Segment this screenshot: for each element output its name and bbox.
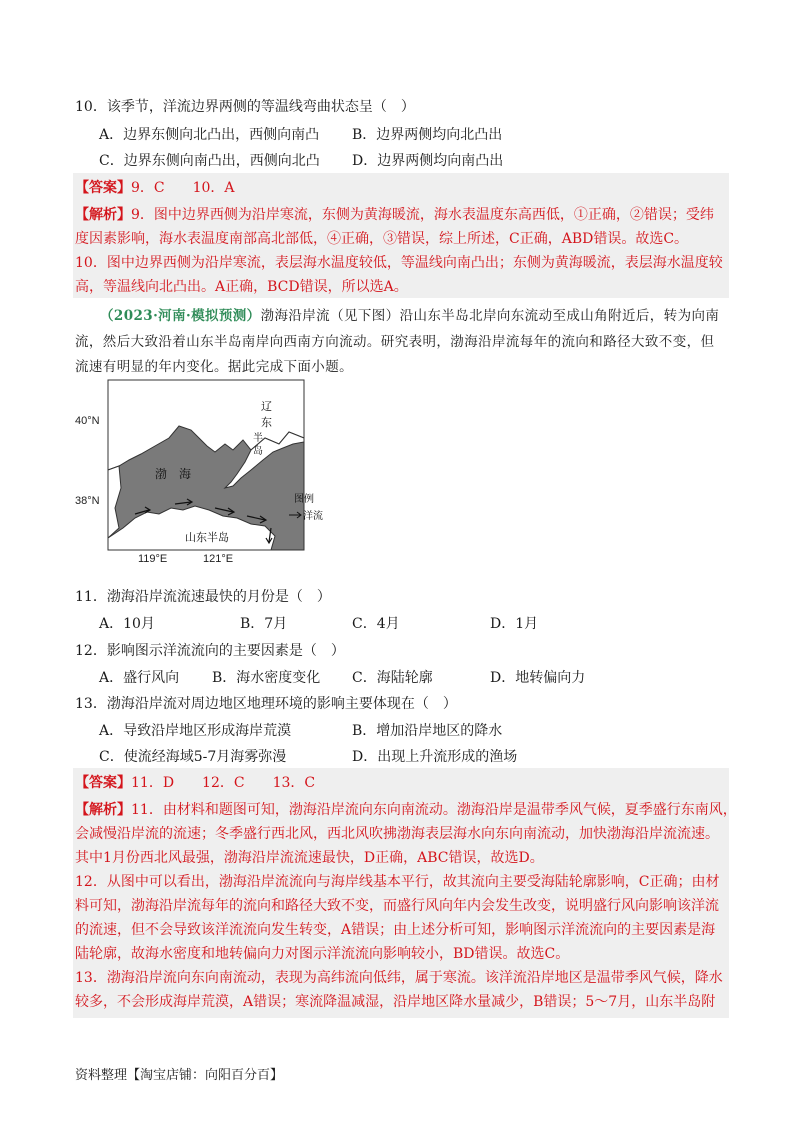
analysis-line: 会减慢沿岸流的流速；冬季盛行西北风，西北风吹拂渤海表层海水向东向南流动，加快渤海沿岸流流速。 (75, 826, 719, 842)
legend-item: 洋流 (303, 511, 323, 522)
answer-block-1 (73, 173, 729, 298)
q12-option-d: D．地转偏向力 (490, 670, 586, 686)
analysis-line: 其中1月份西北风最强，渤海沿岸流流速最快，D正确，ABC错误，故选D。 (75, 850, 544, 866)
q12-option-b: B．海水密度变化 (212, 670, 321, 686)
analysis-line: 9．图中边界西侧为沿岸寒流，东侧为黄海暖流，海水表温度东高西低，①正确，②错误；受纬 (131, 207, 714, 223)
source-tag: （2023·河南·模拟预测） (100, 308, 261, 324)
page-footer: 资料整理【淘宝店铺：向阳百分百】 (75, 1068, 284, 1083)
intro-line-1 (100, 304, 719, 324)
answer-block-2 (73, 768, 737, 1018)
q10-option-d: D．边界两侧均向南凸出 (352, 153, 504, 169)
q13-option-b: B．增加沿岸地区的降水 (352, 723, 503, 739)
liaodong-label-4: 岛 (253, 446, 263, 457)
peninsula-label: 山东半岛 (185, 531, 229, 544)
q11-option-d: D．1月 (490, 616, 539, 632)
q10-stem: 10．该季节，洋流边界两侧的等温线弯曲状态呈（ ） (75, 99, 415, 115)
analysis-line: 11．由材料和题图可知，渤海沿岸流向东向南流动。渤海沿岸是温带季风气候，夏季盛行东南风， (131, 802, 737, 818)
intro-line-2: 流，然后大致沿着山东半岛南岸向西南方向流动。研究表明，渤海沿岸流每年的流向和路径大致不变，但 (75, 334, 715, 350)
lon-label-119: 119°E (138, 553, 168, 565)
lon-label-121: 121°E (203, 553, 234, 565)
intro-text: 渤海沿岸流（见下图）沿山东半岛北岸向东流动至成山角附近后，转为向南 (260, 308, 720, 324)
liaodong-label-1: 辽 (261, 400, 272, 413)
q12-option-a: A．盛行风向 (99, 670, 180, 686)
liaodong-label-3: 半 (253, 433, 263, 444)
analysis-line: 13．渤海沿岸流向东向南流动，表现为高纬流向低纬，属于寒流。该洋流沿岸地区是温带季风气候，降水 (75, 970, 723, 986)
answer-text: 11．D 12．C 13．C (131, 775, 316, 791)
q11-option-b: B．7月 (240, 616, 288, 632)
q11-stem: 11．渤海沿岸流流速最快的月份是（ ） (75, 589, 331, 605)
analysis-label: 【解析】 (75, 802, 131, 818)
q10-option-a: A．边界东侧向北凸出，西侧向南凸 (99, 127, 320, 143)
answer-text: 9．C 10．A (131, 180, 235, 196)
analysis-line: 度因素影响，海水表温度南部高北部低，④正确，③错误，综上所述，C正确，ABD错误。故选C。 (75, 231, 689, 247)
q13-option-c: C．使流经海域5-7月海雾弥漫 (99, 749, 287, 765)
q11-option-c: C．4月 (352, 616, 400, 632)
q11-option-a: A．10月 (99, 616, 155, 632)
analysis-line: 高，等温线向北凸出。A正确，BCD错误，所以选A。 (75, 279, 408, 295)
q13-option-d: D．出现上升流形成的渔场 (352, 749, 518, 765)
q13-option-a: A．导致沿岸地区形成海岸荒漠 (99, 723, 292, 739)
legend-title: 图例 (294, 494, 314, 505)
answer-label: 【答案】 (75, 180, 131, 196)
q10-option-b: B．边界两侧均向北凸出 (352, 127, 503, 143)
lat-label-38: 38°N (75, 495, 100, 507)
lat-label-40: 40°N (75, 415, 100, 427)
bohai-map (75, 378, 335, 572)
analysis-line: 10．图中边界西侧为沿岸寒流，表层海水温度较低，等温线向南凸出；东侧为黄海暖流，表层海水温度较 (75, 255, 723, 271)
analysis-line: 料可知，渤海沿岸流每年的流向和路径大致不变，而盛行风向年内会发生改变，说明盛行风向影响该洋流 (75, 898, 719, 914)
q12-option-c: C．海陆轮廓 (352, 670, 433, 686)
intro-line-3: 流速有明显的年内变化。据此完成下面小题。 (75, 359, 353, 375)
q10-option-c: C．边界东侧向南凸出，西侧向北凸 (99, 153, 320, 169)
analysis-line: 的流速，但不会导致该洋流流向发生转变，A错误；由上述分析可知，影响图示洋流流向的主要因素是海 (75, 922, 716, 938)
analysis-label: 【解析】 (75, 207, 131, 223)
sea-label: 渤 海 (155, 467, 192, 481)
liaodong-label-2: 东 (261, 416, 272, 429)
analysis-line: 较多，不会形成海岸荒漠，A错误；寒流降温减湿，沿岸地区降水量减少，B错误；5～7月，山东半岛附 (75, 994, 716, 1010)
q13-stem: 13．渤海沿岸流对周边地区地理环境的影响主要体现在（ ） (75, 696, 457, 712)
answer-label: 【答案】 (75, 775, 131, 791)
analysis-line: 12．从图中可以看出，渤海沿岸流流向与海岸线基本平行，故其流向主要受海陆轮廓影响，C正确；由材 (75, 874, 720, 890)
q12-stem: 12．影响图示洋流流向的主要因素是（ ） (75, 643, 345, 659)
analysis-line: 陆轮廓，故海水密度和地转偏向力对图示洋流流向影响较小，BD错误。故选C。 (75, 946, 570, 962)
